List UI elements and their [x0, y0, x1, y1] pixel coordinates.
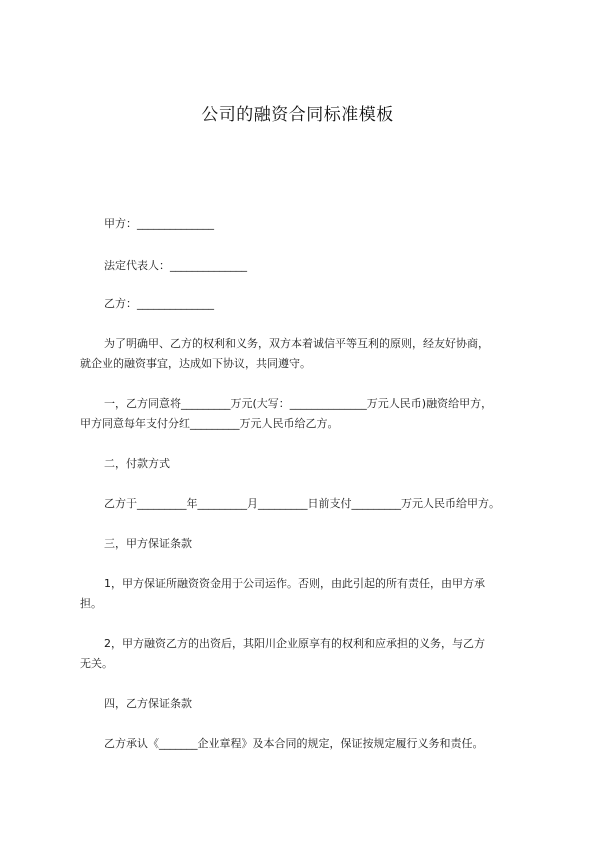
clause-4-heading: 四，乙方保证条款 — [104, 697, 192, 710]
clause-1-line-1: 一，乙方同意将_________万元(大写：______________万元人民币)融资给甲方， — [104, 397, 493, 410]
clause-4-text: 乙方承认《_______企业章程》及本合同的规定，保证按规定履行义务和责任。 — [104, 737, 484, 750]
legal-representative-field: 法定代表人：______________ — [104, 259, 247, 272]
clause-3-item-2-line-2: 无关。 — [80, 657, 113, 670]
clause-1-line-2: 甲方同意每年支付分红_________万元人民币给乙方。 — [80, 417, 339, 430]
party-a-field: 甲方：______________ — [104, 217, 214, 230]
clause-3-item-2-line-1: 2，甲方融资乙方的出资后，其阳川企业原享有的权利和应承担的义务，与乙方 — [104, 637, 485, 650]
clause-3-item-1-line-2: 担。 — [80, 597, 102, 610]
party-b-field: 乙方：______________ — [104, 297, 214, 310]
clause-2-text: 乙方于_________年_________月_________日前支付_________万元人民币给甲方。 — [104, 497, 500, 510]
clause-3-heading: 三，甲方保证条款 — [104, 537, 192, 550]
clause-3-item-1-line-1: 1，甲方保证所融资资金用于公司运作。否则，由此引起的所有责任，由甲方承 — [104, 577, 485, 590]
intro-paragraph-line-1: 为了明确甲、乙方的权利和义务，双方本着诚信平等互利的原则，经友好协商， — [104, 337, 489, 350]
intro-paragraph-line-2: 就企业的融资事宜，达成如下协议，共同遵守。 — [80, 357, 311, 370]
clause-2-heading: 二，付款方式 — [104, 457, 170, 470]
document-title: 公司的融资合同标准模板 — [201, 105, 394, 125]
